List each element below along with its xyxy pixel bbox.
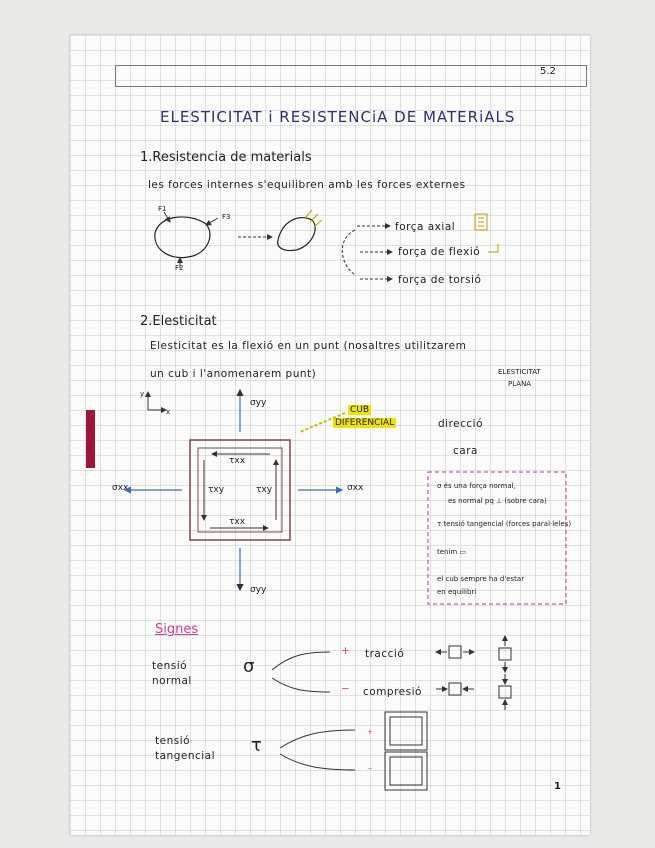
tangential-label-2: tangencial <box>155 750 216 762</box>
compression-icon <box>436 674 511 710</box>
note-3: τ tensió tangencial (forces paral·leles) <box>437 520 572 528</box>
page-title: ELESTICITAT i RESISTENCiA DE MATERiALS <box>160 108 516 126</box>
plus-sign: + <box>341 645 351 657</box>
force-label-f3: F3 <box>222 213 231 221</box>
body-blob <box>155 217 210 258</box>
axial-icon <box>475 214 487 230</box>
result-axial: força axial <box>395 221 456 233</box>
section2-heading: 2.Elesticitat <box>140 314 217 329</box>
traction-label: tracció <box>365 648 405 660</box>
face-label: cara <box>453 445 478 457</box>
normal-branches <box>272 652 330 692</box>
result-brace <box>342 230 355 275</box>
tau-inner-bottom: τxx <box>229 517 246 527</box>
section2-line2: un cub i l'anomenarem punt) <box>150 368 317 380</box>
shear-positive-icon <box>385 712 427 750</box>
tangential-branches <box>280 730 355 770</box>
normal-label-2: normal <box>152 675 192 687</box>
traction-icon <box>436 636 511 672</box>
cut-blob <box>278 218 315 251</box>
note-6: en equilibri <box>437 588 477 596</box>
signs-heading: Signes <box>155 622 199 637</box>
tau-inner-top: τxx <box>229 456 246 466</box>
minus-sign-tangential: − <box>367 765 373 773</box>
result-flexio: força de flexió <box>398 246 481 258</box>
sigma-xx-right: σxx <box>347 483 364 493</box>
result-torsio: força de torsió <box>398 274 482 286</box>
differential-cube-inner <box>198 448 282 532</box>
normal-symbol: σ <box>243 656 255 677</box>
notes-box <box>428 472 566 604</box>
force-label-f1: F1 <box>158 205 167 213</box>
tau-inner-right: τxy <box>256 485 273 495</box>
sigma-yy-bottom: σyy <box>250 585 267 595</box>
tau-inner-left: τxy <box>208 485 225 495</box>
normal-stress-arrows <box>125 390 342 590</box>
sigma-yy-top: σyy <box>250 398 267 408</box>
note-5: el cub sempre ha d'estar <box>437 575 525 583</box>
xy-axes <box>148 392 166 410</box>
page-code: 5.2 <box>540 66 556 77</box>
force-arrow-f3 <box>206 218 218 225</box>
plus-sign-tangential: + <box>367 728 373 736</box>
cube-pointer <box>300 413 345 432</box>
differential-cube-outer <box>190 440 290 540</box>
note-2: es normal pq ⊥ (sobre cara) <box>448 497 547 505</box>
page-number: 1 <box>554 781 561 792</box>
side-label-2: PLANA <box>508 380 532 388</box>
note-1: σ és una força normal, <box>437 482 516 490</box>
section1-heading: 1.Resistencia de materials <box>140 150 312 165</box>
axis-x-label: x <box>166 408 171 416</box>
section2-line1: Elesticitat es la flexió en un punt (nosaltres utilitzarem <box>150 340 467 352</box>
compression-label: compresió <box>363 686 422 698</box>
note-4: tenim ▭ <box>437 548 467 556</box>
tangential-symbol: τ <box>251 735 262 756</box>
sigma-xx-left: σxx <box>112 483 129 493</box>
axis-y-label: y <box>140 390 145 398</box>
cube-label-2: DIFERENCIAL <box>335 418 395 428</box>
flexio-icon <box>488 244 498 252</box>
tangential-label-1: tensió <box>155 735 191 747</box>
shear-arrows <box>204 454 276 528</box>
direction-label: direcció <box>438 418 484 430</box>
normal-label-1: tensió <box>152 660 188 672</box>
force-label-f2: F2 <box>175 264 184 272</box>
cube-label-1: CUB <box>350 405 370 415</box>
shear-negative-icon <box>385 752 427 790</box>
minus-sign: − <box>341 683 351 695</box>
section1-intro: les forces internes s'equilibren amb les forces externes <box>148 179 466 191</box>
side-label-1: ELESTICITAT <box>498 368 541 376</box>
